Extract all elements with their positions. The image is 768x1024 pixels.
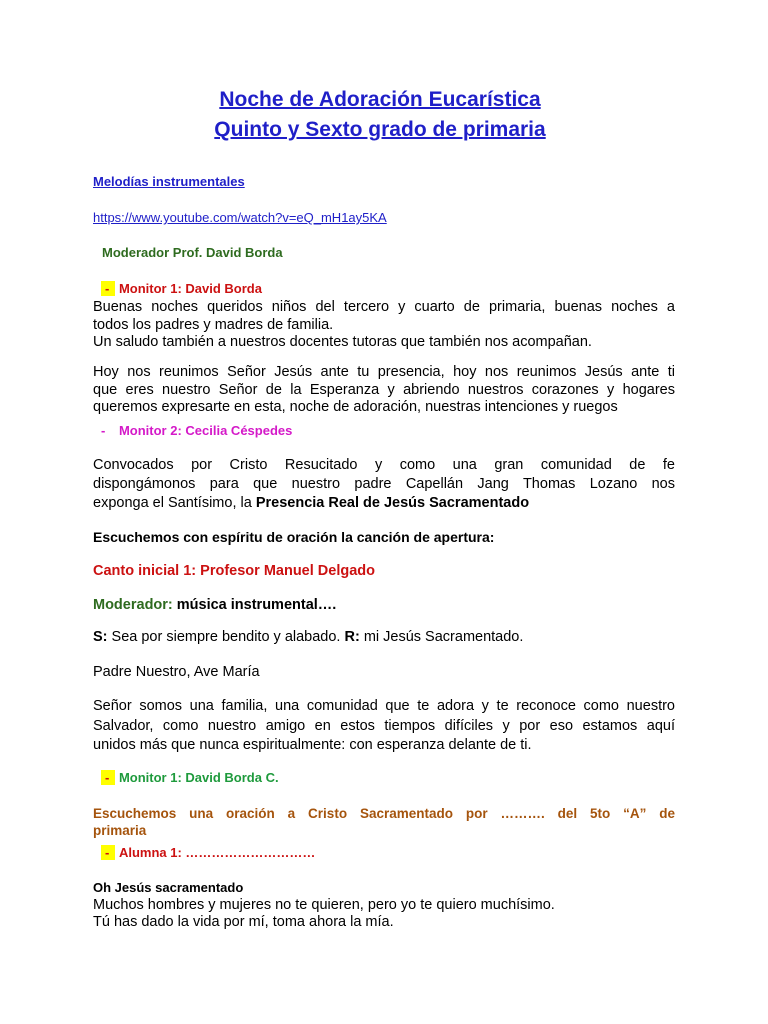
- monitor1c-label: Monitor 1: David Borda C.: [118, 770, 279, 785]
- title-line-2: Quinto y Sexto grado de primaria: [214, 118, 546, 141]
- moderador-musica: [93, 597, 336, 613]
- youtube-link[interactable]: https://www.youtube.com/watch?v=eQ_mH1ay5KA: [93, 210, 387, 225]
- final-line2: Tú has dado la vida por mí, toma ahora la mía.: [93, 914, 394, 930]
- para1-line3: Un saludo también a nuestros docentes tutoras que también nos acompañan.: [93, 334, 592, 350]
- moderador2-label: Moderador:: [93, 597, 173, 613]
- para3-line3: [93, 494, 675, 513]
- para4-line1: Señor somos una familia, una comunidad que te adora y te reconoce como nuestro: [93, 698, 675, 714]
- monitor2-heading: [101, 423, 292, 438]
- paragraph-reunion: [93, 364, 675, 417]
- alumna-label: Alumna 1: …………………………: [118, 845, 316, 860]
- monitor1c-heading: [101, 770, 279, 785]
- response-line: [93, 629, 523, 645]
- para4-line3: unidos más que nunca espiritualmente: con esperanza delante de ti.: [93, 737, 532, 753]
- melodias-link[interactable]: Melodías instrumentales: [93, 174, 245, 189]
- monitor2-dash: -: [101, 423, 106, 438]
- para3-line2: dispongámonos para que nuestro padre Capellán Jang Thomas Lozano nos: [93, 476, 675, 492]
- monitor1-heading: [101, 281, 262, 296]
- oh-jesus-heading: Oh Jesús sacramentado: [93, 880, 244, 895]
- para1-line2: todos los padres y madres de familia.: [93, 316, 334, 333]
- monitor1-dash: -: [101, 281, 115, 296]
- title-line-1: Noche de Adoración Eucarística: [219, 88, 541, 111]
- escuchemos2-line1: Escuchemos una oración a Cristo Sacramentado por ………. del 5to “A” de: [93, 806, 675, 821]
- escuchemos-apertura: Escuchemos con espíritu de oración la canción de apertura:: [93, 529, 495, 545]
- para4-line2: Salvador, como nuestro amigo en estos tiempos difíciles y por eso estamos aquí: [93, 717, 675, 734]
- paragraph-convocados: [93, 456, 675, 513]
- para2-line2: que eres nuestro Señor de la Esperanza y abriendo nuestros corazones y hogares: [93, 381, 675, 398]
- s-label: S:: [93, 629, 108, 645]
- r-label: R:: [344, 629, 360, 645]
- para3-line3-bold: Presencia Real de Jesús Sacramentado: [255, 495, 530, 511]
- moderador-heading: Moderador Prof. David Borda: [102, 245, 283, 260]
- para2-line3: queremos expresarte en esta, noche de adoración, nuestras intenciones y ruegos: [93, 399, 618, 415]
- monitor2-label: Monitor 2: Cecilia Céspedes: [118, 423, 293, 438]
- para3-line1: Convocados por Cristo Resucitado y como una gran comunidad de fe: [93, 457, 675, 473]
- alumna-dash: -: [101, 845, 115, 860]
- para3-line3-normal: exponga el Santísimo, la: [93, 495, 256, 511]
- r-text: mi Jesús Sacramentado.: [359, 629, 524, 645]
- monitor1c-dash: -: [101, 770, 115, 785]
- moderador2-text: música instrumental….: [172, 597, 337, 613]
- para1-line1: Buenas noches queridos niños del tercero y cuarto de primaria, buenas noches a: [93, 299, 675, 315]
- final-line1: Muchos hombres y mujeres no te quieren, pero yo te quiero muchísimo.: [93, 897, 555, 913]
- padre-nuestro: Padre Nuestro, Ave María: [93, 664, 260, 680]
- alumna-heading: [101, 845, 315, 860]
- paragraph-final: [93, 897, 675, 931]
- monitor1-label: Monitor 1: David Borda: [118, 281, 262, 296]
- escuchemos-oracion: [93, 805, 675, 839]
- paragraph-greeting: [93, 299, 675, 352]
- paragraph-familia: [93, 697, 675, 756]
- para2-line1: Hoy nos reunimos Señor Jesús ante tu presencia, hoy nos reunimos Jesús ante ti: [93, 364, 675, 380]
- canto-inicial: Canto inicial 1: Profesor Manuel Delgado: [93, 563, 375, 579]
- escuchemos2-line2: primaria: [93, 823, 147, 838]
- s-text: Sea por siempre bendito y alabado.: [107, 629, 345, 645]
